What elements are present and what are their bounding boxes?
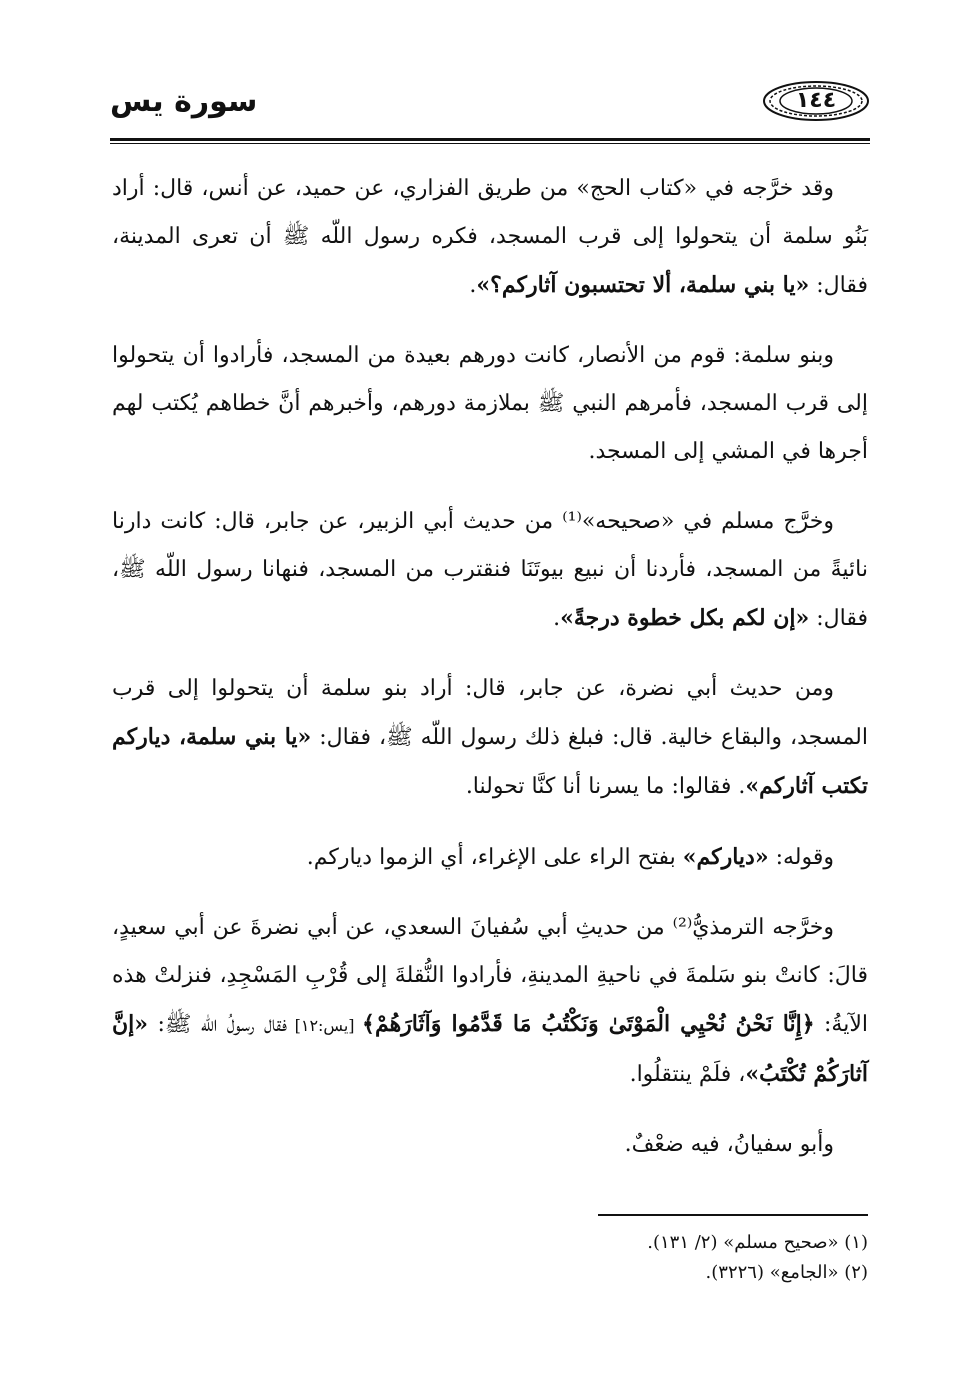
paragraph-5	[112, 833, 868, 882]
page-number-badge	[762, 80, 870, 122]
hadith-quote: «إن لكم بكل خطوة درجةً»	[560, 605, 810, 631]
footnote-1: (١) «صحيح مسلم» (٢/ ١٣١).	[647, 1232, 868, 1253]
paragraph-text: وخرَّجه الترمذيُّ⁽²⁾ من حديثِ أبي سُفيانَ السعدي، عن أبي نضرةَ عن أبي سعيدٍ، قالَ: كانتْ بنو سَلمةَ في ناحيةِ المدينةِ، فأرادوا النُّقلةَ إلى قُرْبِ المَسْجِدِ، فنزلتْ هذه الآيةُ:	[112, 915, 869, 1037]
paragraph-7	[112, 1121, 868, 1169]
paragraph-text: وقد خرَّجه في «كتاب الحج» من طريق الفزاري، عن حميد، عن أنس، قال: أراد بَنُو سلمة أن يتحولوا إلى قرب المسجد، فكره رسول اللّه ﷺ أن تعرى المدينة، فقال:	[112, 176, 868, 298]
paragraph-text: وأبو سفيانُ، فيه ضعْفٌ.	[624, 1132, 834, 1157]
page-number: ١٤٤	[795, 88, 837, 113]
surah-title: سورة يس	[110, 84, 258, 119]
paragraph-3	[112, 498, 868, 643]
main-text	[112, 165, 868, 1169]
paragraph-1	[112, 165, 868, 310]
header-divider	[110, 138, 870, 141]
hadith-quote: «يا بني سلمة، دياركم تكتب آثاركم»	[112, 724, 868, 799]
paragraph-tail: .	[469, 273, 477, 298]
paragraph-4	[112, 665, 868, 811]
footnote-divider	[598, 1214, 868, 1216]
footnote-2: (٢) «الجامع» (٣٢٢٦).	[705, 1262, 868, 1283]
paragraph-2	[112, 332, 868, 476]
paragraph-6	[112, 904, 868, 1099]
paragraph-tail: بفتح الراء على الإغراء، أي الزموا دياركم.	[306, 845, 683, 870]
hadith-quote: «يا بني سلمة، ألا تحتسبون آثاركم؟»	[476, 272, 810, 298]
header-divider-thin	[110, 143, 870, 144]
paragraph-tail: ، فلَمْ ينتقلُوا.	[629, 1062, 746, 1087]
paragraph-text: ومن حديث أبي نضرة، عن جابر، قال: أراد بنو سلمة أن يتحولوا إلى قرب المسجد، والبقاع خالية. قال: فبلغ ذلك رسول اللّه ﷺ، فقال:	[112, 676, 868, 750]
quoted-word: «دياركم»	[682, 844, 769, 870]
footnotes	[112, 1228, 868, 1288]
paragraph-text: وخرَّج مسلم في «صحيحه»⁽¹⁾ من حديث أبي الزبير، عن جابر، قال: كانت دارنا نائيةً من المسجد، فأردنا أن نبيع بيوتَنَا فنقترب من المسجد، فنهانا رسول اللّه ﷺ، فقال:	[112, 509, 868, 631]
paragraph-text: وقوله:	[768, 845, 834, 870]
page-header	[110, 78, 870, 132]
paragraph-tail: .	[553, 606, 561, 631]
quran-verse: ﴿إِنَّا نَحْنُ نُحْيِي الْمَوْتَىٰ وَنَكْتُبُ مَا قَدَّمُوا وَآثَارَهُمْ﴾	[362, 1011, 815, 1037]
paragraph-text: وبنو سلمة: قوم من الأنصار، كانت دورهم بعيدة من المسجد، فأرادوا أن يتحولوا إلى قرب المسجد، فأمرهم النبي ﷺ بملازمة دورهم، وأخبرهم أنَّ خطاهم يُكتب لهم أجرها في المشي إلى المسجد.	[112, 343, 868, 464]
paragraph-text: فقال رسولُ اللّه ﷺ:	[148, 1012, 288, 1037]
paragraph-tail: . فقالوا: ما يسرنا أنا كنَّا تحولنا.	[465, 774, 746, 799]
verse-reference: [يس:١٢]	[287, 1016, 363, 1035]
hadith-quote: «إنَّ آثارَكُمْ تُكْتَبُ»	[112, 1011, 868, 1087]
